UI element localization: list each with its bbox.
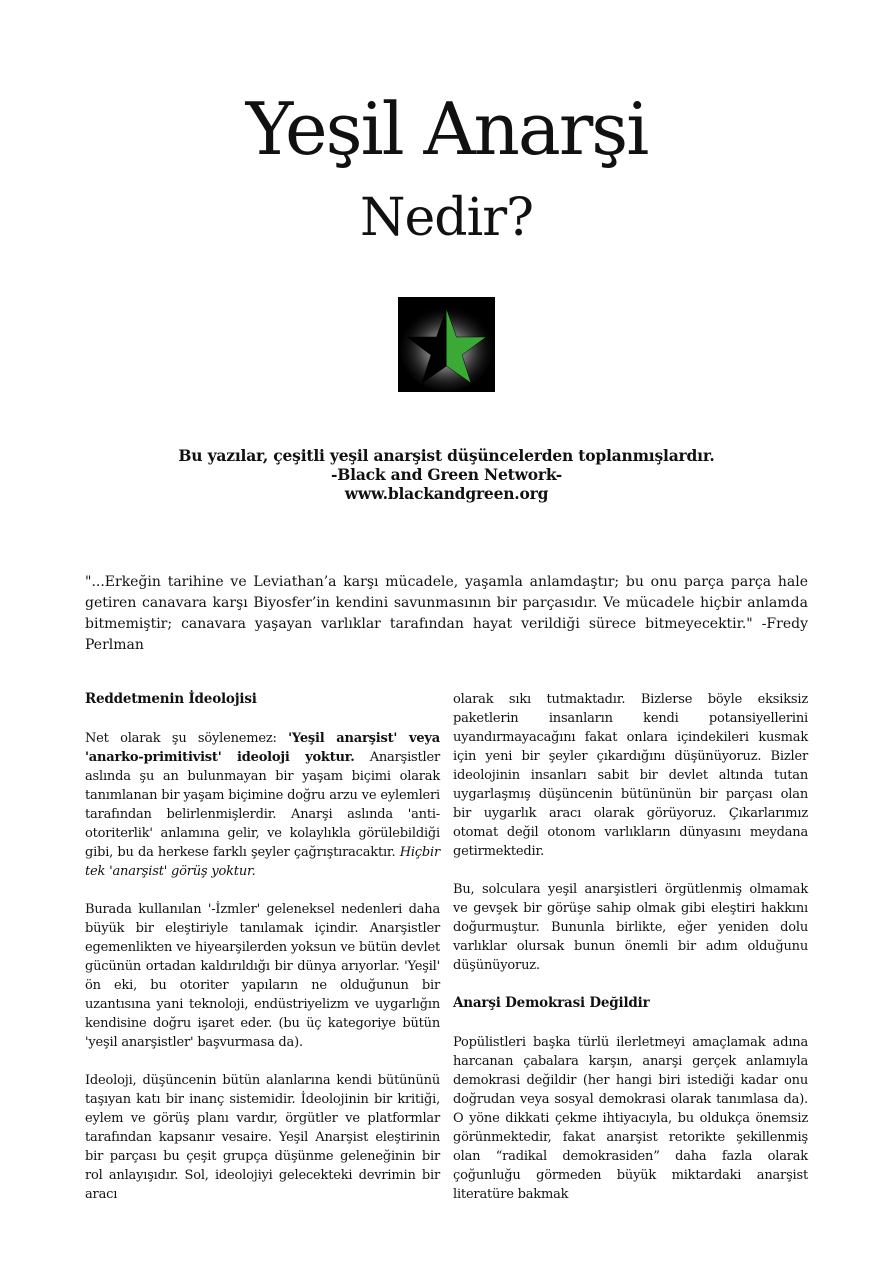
paragraph-bold-text: 'Yeşil anarşist' veya 'anarko-primitivist' ideoloji yoktur.: [85, 731, 440, 765]
paragraph: Popülistleri başka türlü ilerletmeyi amaçlamak adına harcanan çabalara karşın, anarşi gerçek anlamıyla demokrasi değildir (her hangi biri istediği kadar onu doğrudan veya sosyal demokrasi olarak tanımlasa da). O yöne dikkati çekme ihtiyacıyla, bu oldukça önemsiz görünmektedir, fakat anarşist retorikte şekillenmiş olan “radikal demokrasiden” daha fazla olarak çoğunluğu görmeden büyük miktardaki anarşist literatüre bakmak: [453, 1035, 808, 1202]
epigraph-quote: "...Erkeğin tarihine ve Leviathan’a karşı mücadele, yaşamla anlamdaştır; bu onu parça parça hale getiren canavara karşı Biyosfer’in kendini savunmasının bir parçasıdır. Ve mücadele hiçbir anlamda bitmemiştir; canavara yaşayan varlıklar tarafından hayat verildiği sürece bitmeyecektir." -Fredy Perlman: [85, 574, 808, 653]
intro-block: [0, 446, 893, 503]
paragraph: [85, 729, 440, 881]
paragraph: olarak sıkı tutmaktadır. Bizlerse böyle eksiksiz paketlerin insanların kendi potansiyellerini uyandırmayacağını fakat onlara içindekileri kusmak için yeni bir şeyler çıkardığını düşünüyoruz. Bizler ideolojinin insanları sabit bir devlet altında tutan uygarlaşmış düşüncenin bütününün bir parçası olan bir uygarlık aracı olarak görüyoruz. Çıkarlarımız otomat değil otonom varlıkların dünyasını meydana getirmektedir.: [453, 692, 808, 859]
paragraph-text: Net olarak şu söylenemez:: [85, 731, 289, 746]
paragraph: Burada kullanılan '-İzmler' geleneksel nedenleri daha büyük bir eleştiriyle tanılamak içindir. Anarşistler egemenlikten ve hiyearşilerden yoksun ve bütün devlet gücünün ortadan kaldırıldığı bir dünya arıyorlar. 'Yeşil' ön eki, bu otoriter yapıların ne olduğunun bir uzantısına yani teknoloji, endüstriyelizm ve uygarlığın kendisine doğru işaret eder. (bu üç kategoriye bütün 'yeşil anarşistler' başvurmasa da).: [85, 902, 440, 1050]
paragraph: Ideoloji, düşüncenin bütün alanlarına kendi bütününü taşıyan katı bir inanç sistemidir. İdeolojinin bir kritiği, eylem ve görüş planı vardır, örgütler ve platformlar tarafından kapsanır vesaire. Yeşil Anarşist eleştirinin bir parçası bu çeşit grupça düşünme geleneğinin bir rol anlayışıdır. Sol, ideolojiyi gelecekteki devrimin bir aracı: [85, 1073, 440, 1202]
document-subtitle: Nedir?: [360, 188, 533, 248]
document-title: Yeşil Anarşi: [245, 87, 648, 171]
intro-website: www.blackandgreen.org: [344, 484, 549, 503]
paragraph: Bu, solculara yeşil anarşistleri örgütlenmiş olmamak ve gevşek bir görüşe sahip olmak gibi eleştiri hakkını doğurmuştur. Bununla birlikte, eğer yeniden dolu varlıklar olursak bunun önemli bir adım olduğunu düşünüyoruz.: [453, 882, 808, 973]
paragraph-italic-text: Hiçbir tek 'anarşist' görüş yoktur.: [85, 845, 440, 879]
anarchist-star-logo: [398, 297, 495, 392]
section-heading: Anarşi Demokrasi Değildir: [453, 995, 650, 1011]
left-column: [85, 690, 440, 1223]
section-heading: Reddetmenin İdeolojisi: [85, 691, 257, 707]
right-column: [453, 690, 808, 1223]
intro-line: Bu yazılar, çeşitli yeşil anarşist düşüncelerden toplanmışlardır.: [178, 446, 715, 465]
paragraph-text: Anarşistler aslında şu an bulunmayan bir yaşam biçimi olarak tanımlanan bir yaşam biçimine doğru arzu ve eylemleri tarafından belirlenmişlerdir. Anarşi aslında 'anti-otoriterlik' anlamına gelir, ve kolaylıkla görülebildiği gibi, bu da herkese farklı şeyler çağrıştıracaktır.: [85, 750, 441, 860]
intro-source: -Black and Green Network-: [331, 465, 562, 484]
